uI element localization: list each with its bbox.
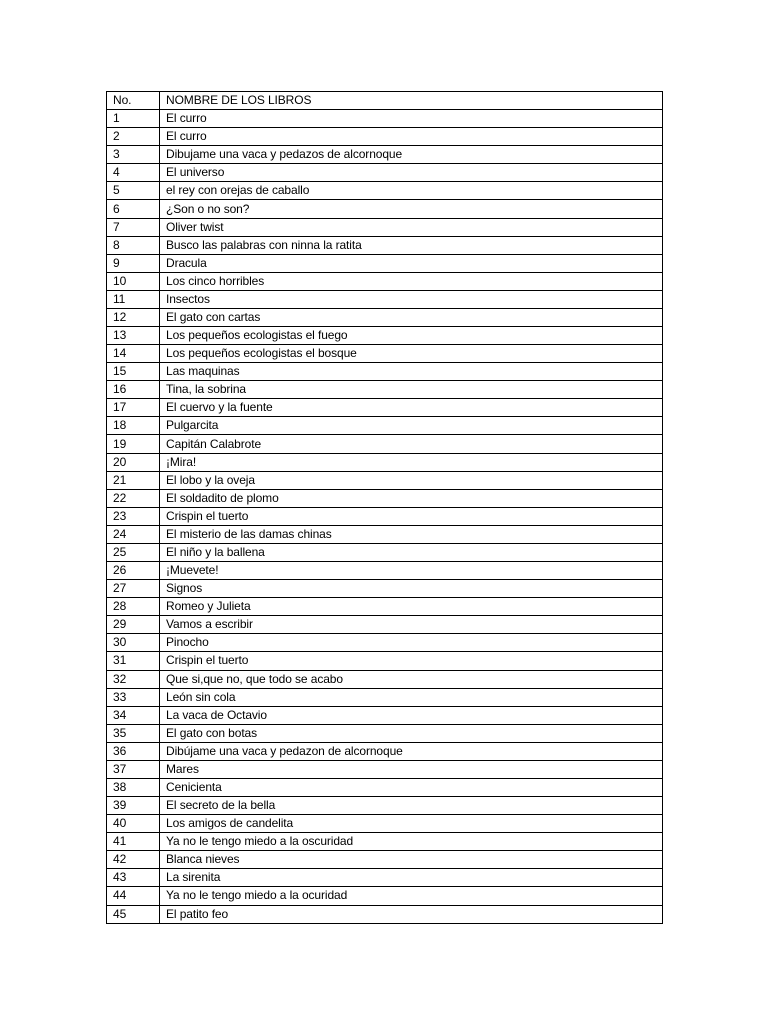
table-row (107, 724, 663, 742)
row-book-name: Insectos (160, 290, 663, 308)
row-number: 10 (107, 272, 160, 290)
row-book-name: Signos (160, 580, 663, 598)
table-row (107, 110, 663, 128)
row-book-name: ¿Son o no son? (160, 200, 663, 218)
table-row (107, 236, 663, 254)
table-body (107, 110, 663, 924)
row-number: 12 (107, 308, 160, 326)
table-row (107, 399, 663, 417)
row-book-name: La sirenita (160, 869, 663, 887)
row-book-name: Ya no le tengo miedo a la ocuridad (160, 887, 663, 905)
row-book-name: El gato con botas (160, 724, 663, 742)
row-book-name: El cuervo y la fuente (160, 399, 663, 417)
row-number: 14 (107, 345, 160, 363)
row-book-name: El soldadito de plomo (160, 489, 663, 507)
row-number: 5 (107, 182, 160, 200)
row-number: 36 (107, 742, 160, 760)
row-number: 42 (107, 851, 160, 869)
row-number: 1 (107, 110, 160, 128)
row-number: 45 (107, 905, 160, 923)
row-book-name: La vaca de Octavio (160, 706, 663, 724)
table-row (107, 815, 663, 833)
row-book-name: ¡Mira! (160, 453, 663, 471)
row-number: 21 (107, 471, 160, 489)
table-row (107, 308, 663, 326)
row-book-name: Vamos a escribir (160, 616, 663, 634)
row-book-name: El gato con cartas (160, 308, 663, 326)
table-row (107, 507, 663, 525)
row-number: 11 (107, 290, 160, 308)
row-number: 39 (107, 797, 160, 815)
table-row (107, 851, 663, 869)
table-row (107, 652, 663, 670)
row-number: 26 (107, 562, 160, 580)
table-row (107, 471, 663, 489)
row-book-name: Que si,que no, que todo se acabo (160, 670, 663, 688)
row-book-name: El curro (160, 128, 663, 146)
row-number: 18 (107, 417, 160, 435)
table-row (107, 634, 663, 652)
row-number: 23 (107, 507, 160, 525)
row-number: 22 (107, 489, 160, 507)
table-row (107, 833, 663, 851)
row-number: 20 (107, 453, 160, 471)
row-number: 34 (107, 706, 160, 724)
table-row (107, 435, 663, 453)
table-row (107, 760, 663, 778)
row-number: 15 (107, 363, 160, 381)
row-book-name: Los cinco horribles (160, 272, 663, 290)
row-number: 16 (107, 381, 160, 399)
row-book-name: Ya no le tengo miedo a la oscuridad (160, 833, 663, 851)
row-book-name: El misterio de las damas chinas (160, 525, 663, 543)
table-row (107, 200, 663, 218)
row-number: 25 (107, 543, 160, 561)
table-row (107, 742, 663, 760)
table-row (107, 128, 663, 146)
row-number: 24 (107, 525, 160, 543)
row-book-name: Crispin el tuerto (160, 652, 663, 670)
row-book-name: Romeo y Julieta (160, 598, 663, 616)
row-number: 43 (107, 869, 160, 887)
row-book-name: León sin cola (160, 688, 663, 706)
row-book-name: Dibújame una vaca y pedazon de alcornoque (160, 742, 663, 760)
table-row (107, 562, 663, 580)
table-row (107, 688, 663, 706)
table-row (107, 381, 663, 399)
row-book-name: El patito feo (160, 905, 663, 923)
header-book-name: NOMBRE DE LOS LIBROS (160, 92, 663, 110)
row-book-name: Los pequeños ecologistas el bosque (160, 345, 663, 363)
table-row (107, 254, 663, 272)
row-book-name: El curro (160, 110, 663, 128)
table-row (107, 218, 663, 236)
table-header-row (107, 92, 663, 110)
row-number: 35 (107, 724, 160, 742)
header-number: No. (107, 92, 160, 110)
row-number: 7 (107, 218, 160, 236)
table-row (107, 272, 663, 290)
row-number: 38 (107, 778, 160, 796)
row-number: 28 (107, 598, 160, 616)
row-book-name: Busco las palabras con ninna la ratita (160, 236, 663, 254)
row-book-name: el rey con orejas de caballo (160, 182, 663, 200)
row-number: 19 (107, 435, 160, 453)
row-book-name: El secreto de la bella (160, 797, 663, 815)
row-book-name: ¡Muevete! (160, 562, 663, 580)
row-book-name: Los pequeños ecologistas el fuego (160, 327, 663, 345)
books-table (106, 91, 663, 924)
table-row (107, 869, 663, 887)
table-row (107, 616, 663, 634)
row-book-name: El lobo y la oveja (160, 471, 663, 489)
row-number: 31 (107, 652, 160, 670)
row-book-name: Crispin el tuerto (160, 507, 663, 525)
table-row (107, 670, 663, 688)
table-row (107, 905, 663, 923)
row-number: 30 (107, 634, 160, 652)
row-number: 37 (107, 760, 160, 778)
table-row (107, 182, 663, 200)
row-number: 3 (107, 146, 160, 164)
row-number: 40 (107, 815, 160, 833)
row-book-name: Blanca nieves (160, 851, 663, 869)
table-row (107, 778, 663, 796)
table-row (107, 489, 663, 507)
row-number: 8 (107, 236, 160, 254)
table-row (107, 327, 663, 345)
table-row (107, 598, 663, 616)
table-row (107, 543, 663, 561)
table-row (107, 797, 663, 815)
table-row (107, 146, 663, 164)
row-book-name: Capitán Calabrote (160, 435, 663, 453)
table-row (107, 525, 663, 543)
row-book-name: Mares (160, 760, 663, 778)
table-row (107, 164, 663, 182)
table-row (107, 363, 663, 381)
table-row (107, 290, 663, 308)
table-row (107, 345, 663, 363)
row-book-name: Dracula (160, 254, 663, 272)
row-book-name: Tina, la sobrina (160, 381, 663, 399)
table-row (107, 453, 663, 471)
row-number: 13 (107, 327, 160, 345)
row-book-name: Cenicienta (160, 778, 663, 796)
table-row (107, 706, 663, 724)
row-number: 6 (107, 200, 160, 218)
row-book-name: Las maquinas (160, 363, 663, 381)
row-number: 33 (107, 688, 160, 706)
row-book-name: Oliver twist (160, 218, 663, 236)
row-number: 2 (107, 128, 160, 146)
row-number: 44 (107, 887, 160, 905)
table-row (107, 417, 663, 435)
row-number: 32 (107, 670, 160, 688)
row-book-name: El universo (160, 164, 663, 182)
row-book-name: Los amigos de candelita (160, 815, 663, 833)
row-book-name: El niño y la ballena (160, 543, 663, 561)
row-number: 41 (107, 833, 160, 851)
row-book-name: Dibujame una vaca y pedazos de alcornoque (160, 146, 663, 164)
row-book-name: Pulgarcita (160, 417, 663, 435)
table-row (107, 887, 663, 905)
row-number: 17 (107, 399, 160, 417)
row-number: 4 (107, 164, 160, 182)
row-number: 29 (107, 616, 160, 634)
table-row (107, 580, 663, 598)
row-number: 9 (107, 254, 160, 272)
row-number: 27 (107, 580, 160, 598)
row-book-name: Pinocho (160, 634, 663, 652)
